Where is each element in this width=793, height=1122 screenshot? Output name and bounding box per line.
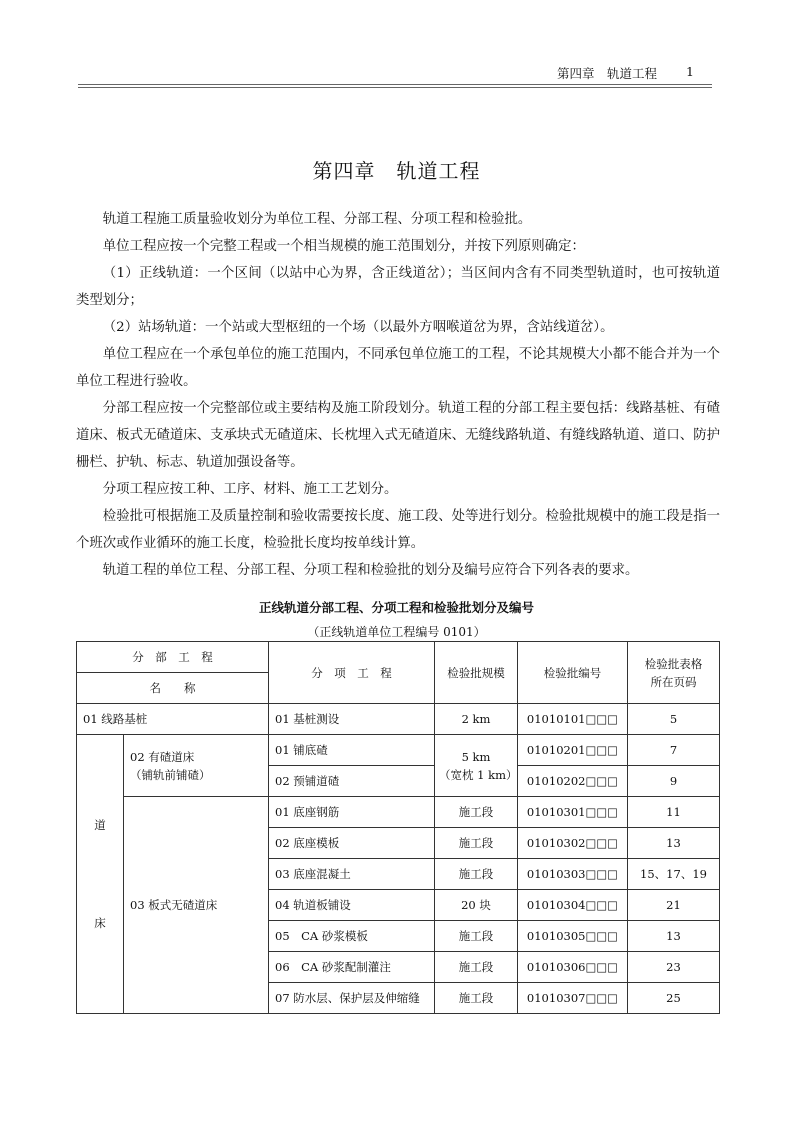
cell-fenxiang: 03 底座混凝土 bbox=[269, 859, 435, 890]
paragraph: （1）正线轨道：一个区间（以站中心为界，含正线道岔）；当区间内含有不同类型轨道时，也可按轨道类型划分； bbox=[76, 266, 720, 308]
cell-guimo: 施工段 bbox=[435, 952, 518, 983]
table-row bbox=[77, 797, 720, 828]
cell-yema: 13 bbox=[628, 921, 720, 952]
header-rule bbox=[78, 87, 712, 88]
paragraph: 单位工程应按一个完整工程或一个相当规模的施工范围划分，并按下列原则确定： bbox=[102, 239, 585, 254]
paragraph: 分部工程应按一个完整部位或主要结构及施工阶段划分。轨道工程的分部工程主要包括：线路基桩、有碴道床、板式无碴道床、支承块式无碴道床、长枕埋入式无碴道床、无缝线路轨道、有缝线路轨道、道口、防护栅栏、护轨、标志、轨道加强设备等。 bbox=[76, 401, 720, 470]
cell-yema: 9 bbox=[628, 766, 720, 797]
cell-bianhao: 01010304□□□ bbox=[518, 890, 628, 921]
paragraph: 轨道工程的单位工程、分部工程、分项工程和检验批的划分及编号应符合下列各表的要求。 bbox=[102, 563, 639, 578]
header-yema-line2: 所在页码 bbox=[650, 674, 697, 689]
cell-yema: 15、17、19 bbox=[628, 859, 720, 890]
cell-yema: 13 bbox=[628, 828, 720, 859]
cell-fenxiang: 07 防水层、保护层及伸缩缝 bbox=[269, 983, 435, 1014]
cell-yema: 25 bbox=[628, 983, 720, 1014]
cell-bianhao: 01010303□□□ bbox=[518, 859, 628, 890]
cell-guimo: 2 km bbox=[435, 704, 518, 735]
table-subcaption: （正线轨道单位工程编号 0101） bbox=[307, 625, 486, 639]
header-fenxiang: 分 项 工 程 bbox=[269, 642, 435, 704]
cell-fenxiang: 04 轨道板铺设 bbox=[269, 890, 435, 921]
header-fenbu: 分 部 工 程 bbox=[77, 642, 269, 673]
cell-fenxiang: 06 CA 砂浆配制灌注 bbox=[269, 952, 435, 983]
group-dao: 道 bbox=[94, 818, 106, 832]
table-header-row bbox=[77, 642, 720, 673]
cell-yema: 7 bbox=[628, 735, 720, 766]
chapter-title: 第四章 轨道工程 bbox=[312, 159, 481, 183]
running-header bbox=[78, 62, 712, 82]
table-caption: 正线轨道分部工程、分项工程和检验批划分及编号 bbox=[258, 600, 534, 615]
paragraph: （2）站场轨道：一个站或大型枢纽的一个场（以最外方咽喉道岔为界，含站线道岔）。 bbox=[102, 320, 614, 335]
cell-fenxiang: 01 基桩测设 bbox=[269, 704, 435, 735]
paragraph: 单位工程应在一个承包单位的施工范围内，不同承包单位施工的工程，不论其规模大小都不能合并为一个单位工程进行验收。 bbox=[76, 347, 720, 389]
cell-bianhao: 01010306□□□ bbox=[518, 952, 628, 983]
cell-guimo: 施工段 bbox=[435, 983, 518, 1014]
cell-guimo: 施工段 bbox=[435, 828, 518, 859]
cell-bianhao: 01010201□□□ bbox=[518, 735, 628, 766]
cell-group-daochuang bbox=[77, 735, 124, 1014]
cell-yema: 11 bbox=[628, 797, 720, 828]
cell-bianhao: 01010301□□□ bbox=[518, 797, 628, 828]
table-row bbox=[77, 704, 720, 735]
cell-fenxiang: 02 底座模板 bbox=[269, 828, 435, 859]
header-rule bbox=[78, 84, 712, 85]
cell-part03: 03 板式无碴道床 bbox=[124, 797, 269, 1014]
cell-bianhao: 01010101□□□ bbox=[518, 704, 628, 735]
part02-note: （铺轨前铺碴） bbox=[130, 767, 211, 782]
cell-bianhao: 01010307□□□ bbox=[518, 983, 628, 1014]
header-guimo: 检验批规模 bbox=[435, 642, 518, 704]
group-chuang: 床 bbox=[94, 916, 106, 930]
header-chapter: 第四章 轨道工程 bbox=[556, 66, 657, 81]
cell-fenxiang: 05 CA 砂浆模板 bbox=[269, 921, 435, 952]
header-yema-line1: 检验批表格 bbox=[644, 656, 703, 671]
cell-bianhao: 01010202□□□ bbox=[518, 766, 628, 797]
cell-yema: 21 bbox=[628, 890, 720, 921]
paragraph: 分项工程应按工种、工序、材料、施工工艺划分。 bbox=[102, 482, 398, 497]
cell-bianhao: 01010302□□□ bbox=[518, 828, 628, 859]
cell-fenbu: 01 线路基桩 bbox=[77, 704, 269, 735]
cell-guimo: 20 块 bbox=[435, 890, 518, 921]
cell-fenxiang: 01 铺底碴 bbox=[269, 735, 435, 766]
paragraph: 检验批可根据施工及质量控制和验收需要按长度、施工段、处等进行划分。检验批规模中的施工段是指一个班次或作业循环的施工长度，检验批长度均按单线计算。 bbox=[76, 509, 720, 551]
cell-fenxiang: 01 底座钢筋 bbox=[269, 797, 435, 828]
paragraph: 轨道工程施工质量验收划分为单位工程、分部工程、分项工程和检验批。 bbox=[102, 212, 532, 227]
body-text bbox=[76, 206, 720, 584]
cell-bianhao: 01010305□□□ bbox=[518, 921, 628, 952]
part02-name: 02 有碴道床 bbox=[130, 749, 195, 764]
cell-part02 bbox=[124, 735, 269, 797]
cell-guimo: 施工段 bbox=[435, 859, 518, 890]
page-number: 1 bbox=[686, 64, 694, 79]
header-mingcheng: 名 称 bbox=[77, 673, 269, 704]
cell-guimo bbox=[435, 735, 518, 797]
cell-yema: 23 bbox=[628, 952, 720, 983]
cell-guimo: 施工段 bbox=[435, 797, 518, 828]
division-table bbox=[76, 641, 720, 1014]
part02-guimo: 5 km bbox=[461, 749, 491, 764]
cell-fenxiang: 02 预铺道碴 bbox=[269, 766, 435, 797]
header-yema bbox=[628, 642, 720, 704]
header-bianhao: 检验批编号 bbox=[518, 642, 628, 704]
part02-guimo-note: （宽枕 1 km） bbox=[439, 767, 518, 782]
table-row bbox=[77, 735, 720, 766]
cell-guimo: 施工段 bbox=[435, 921, 518, 952]
cell-yema: 5 bbox=[628, 704, 720, 735]
